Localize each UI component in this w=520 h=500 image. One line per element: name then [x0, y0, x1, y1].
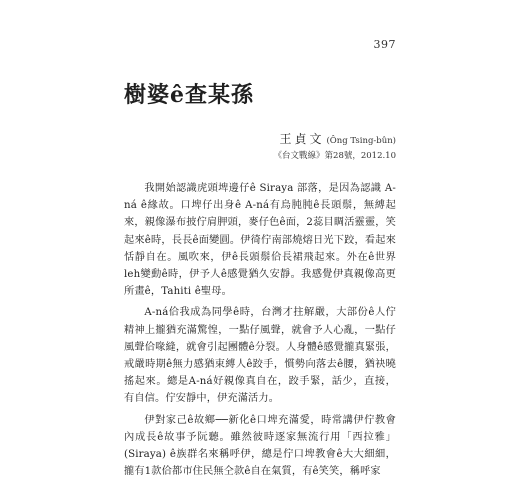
author-line: [279, 130, 396, 147]
source-line: 《台文戰線》第28號，2012.10: [273, 151, 396, 161]
author-name: 王貞文: [279, 132, 325, 146]
paragraph: 我開始認識虎頭埤邊仔ê Siraya 部落，是因為認識 A-ná ê緣故。口埤仔出身ê A-ná有烏肫肫ê長頭鬃，無縛起來，親像瀑布披佇肩胛頭，麥仔色ê面，2蕊目睭活靈靈，笑起來ê時，長長ê面變圓。伊徛佇南部燒熔日光下跤，看起來恬靜自在。風吹來，伊ê長頭鬃佮長裙飛起來。外在ê世界leh變動ê時，伊予人ê感覺猶久安靜。我感覺伊真親像高更所畫ê，Tahiti ê聖母。: [124, 183, 396, 298]
paragraph: A-ná佮我成為同學ê時，台灣才拄解嚴，大部份ê人佇精神上攏猶充滿驚惶，一點仔風聲，就會予人心亂，一點仔風聲佮喙縫，就會引起團體ê分裂。人身體ê感覺攏真緊張，戒嚴時期ê無力感猶束縛人ê跤手，慣勢向落去ê腰，猶袂曉搖起來。總是A-ná好親像真自在，跤手緊，話少，直接，有自信。佇安靜中，伊充滿活力。: [124, 307, 396, 405]
paragraph: 伊對家己ê故鄉──新化ê口埤充滿愛，時常講伊佇教會內成長ê故事予阮聽。雖然彼時逐家無流行用「西拉雅」(Siraya) ê族群名來稱呼伊，總是佇口埤教會ê大大細細，攏有1款佮都市住民無仝款ê自在氣質，有ê笑笑，稱呼家: [124, 414, 396, 478]
author-romanized: (Ông Tsing-bûn): [326, 136, 396, 146]
body-text: [124, 180, 396, 484]
page-number: 397: [373, 38, 396, 51]
page-title: 樹婆ê查某孫: [124, 82, 254, 108]
